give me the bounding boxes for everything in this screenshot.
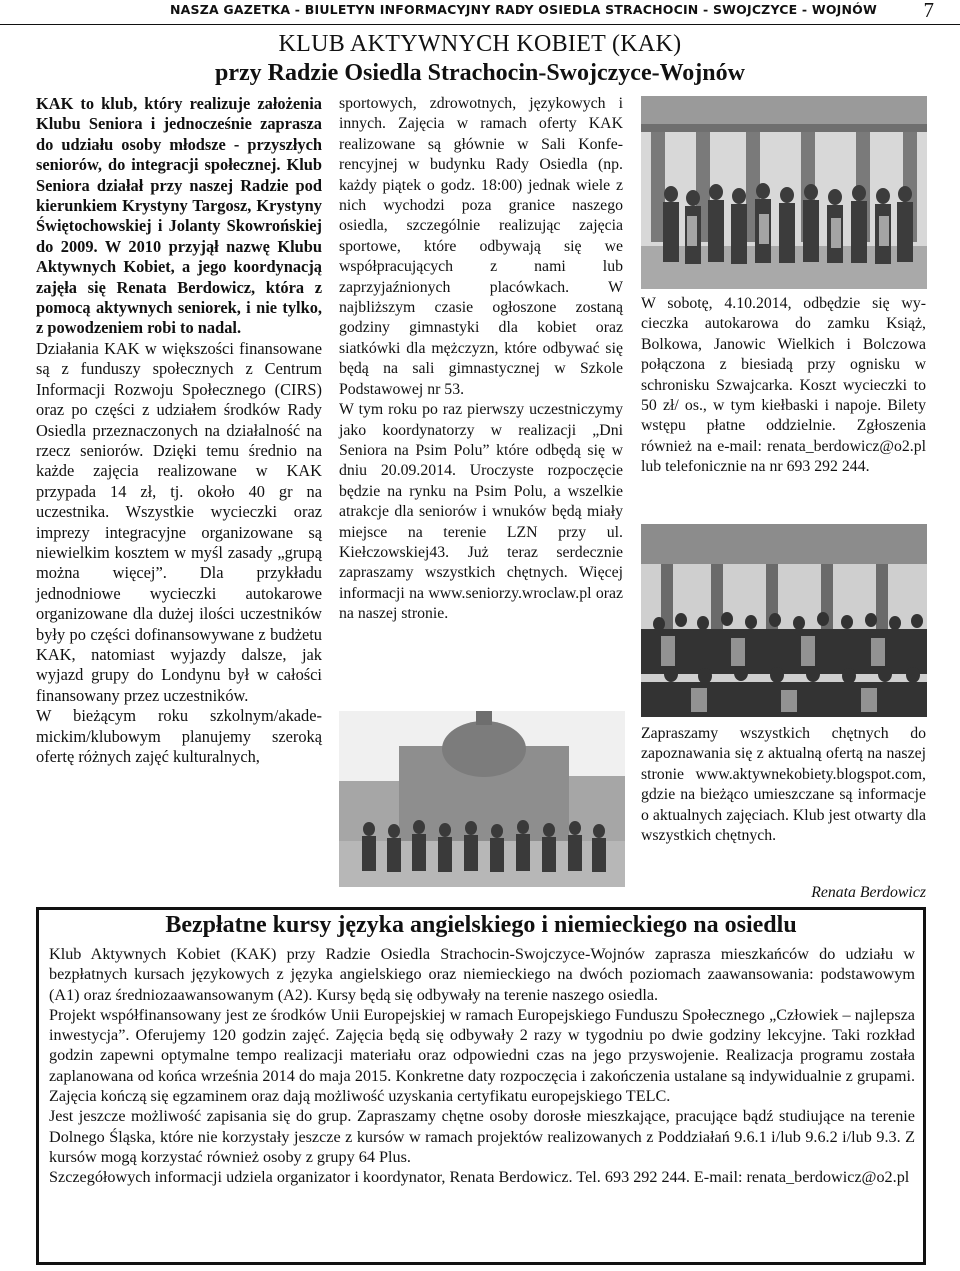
running-head: NASZA GAZETKA - BIULETYN INFORMACYJNY RADY OSIEDLA STRACHOCIN - SWOJCZYCE - WOJNÓW: [170, 2, 878, 17]
article-column-3-bottom: [641, 724, 926, 846]
notice-title: Bezpłatne kursy języka angielskiego i niemieckiego na osiedlu: [165, 912, 797, 938]
article-paragraph: W bieżącym roku szkolnym/akademickim/klubowym planujemy szeroką ofertę różnych zajęć kulturalnych,: [36, 706, 322, 766]
article-lead: KAK to klub, który realizuje założenia Klubu Seniora i jednocześnie zaprasza do udziału osoby młodsze - przyszłych seniorów, do integracji społecznej. Klub Seniora działał przy naszej Radzie pod kierunkiem Krystyny Targosz, Krystyny Świętochowskiej i Jolanty Skowrońskiej do 2009. W 2010 przyjął nazwę Klubu Aktywnych Kobiet, a jego koordynacją zajęła się Renata Berdowicz, która z pomocą aktywnych seniorek, i nie tylko, z powodzeniem robi to nadal.: [36, 94, 322, 338]
article-column-2: [339, 94, 623, 625]
group-photo-church: [339, 711, 625, 887]
article-paragraph: Zapraszamy wszystkich chętnych do zapoznawania się z aktualną ofertą na naszej stronie www.aktywnekobiety.blogspot.com, gdzie na bieżąco umieszczane są informacje o aktualnych zajęciach. Klub jest otwarty dla wszystkich chętnych.: [641, 725, 926, 845]
header-bar: [0, 0, 960, 25]
notice-paragraph: Jest jeszcze możliwość zapisania się do grup. Zapraszamy chętne osoby dorosłe mieszkające, pracujące bądź studiujące na terenie Dolnego Śląska, które nie korzystały jeszcze z kursów w ramach projektów realizowanych z Poddziałań 9.6.1 i/lub 9.6.2 i/lub 9.3. Z kursów mogą korzystać również osoby z grupy 64 Plus.: [49, 1107, 915, 1166]
group-photo-gate: [641, 96, 927, 289]
article-paragraph: Działania KAK w większości finansowane są z funduszy społecznych z Centrum Informacji Rozwoju Społecznego (CIRS) oraz po części z udziałem środków Rady Osiedla przeznaczonych na działalność na rzecz seniorów. Dzięki temu średnio na każde zajęcia realizowane w KAK przypada 14 zł, tj. około 40 gr na uczestnika. Wszystkie wycieczki oraz imprezy integracyjne organizowane są niewielkim kosztem w myśl zasady „grupą można więcej”. Dla przykładu jednodniowe wycieczki autokarowe organizowane dla dużej ilości uczestników były po części dofinansowywane z budżetu KAK, natomiast wyjazdy dalsze, jak wyjazd grupy do Londynu był w całości finansowany przez uczestników.: [36, 338, 322, 705]
article-paragraph: sportowych, zdrowotnych, językowych i innych. Zajęcia w ramach oferty KAK realizowane są głównie w Sali Konferencyjnej w budynku Rady Osiedla (np. każdy piątek o godz. 18:00) jednak wiele z nich wychodzi poza granice naszego osiedla, szczególnie realizując zajęcia sportowe, które odbywają się we współpracujących z nami lub zaprzyjaźnionych placówkach. W najbliższym czasie ogłoszone zostaną godziny gimnastyki dla kobiet oraz siatkówki dla mężczyzn, które odbywać się będą na sali gimnastycznej w Szkole Podstawowej nr 53.: [339, 95, 623, 398]
author-signature: Renata Berdowicz: [811, 884, 926, 901]
article-column-3: [641, 294, 926, 478]
article-paragraph: W tym roku po raz pierwszy uczestniczymy jako koordynatorzy w realizacji „Dni Seniora na Psim Polu” które odbędą się w dniu 20.09.2014. Uroczyste rozpoczęcie będzie na rynku na Psim Polu, a wszelkie atrakcje dla seniorów i wnuków będą miały miejsce na terenie LZN przy ul. Kiełczowskiej43. Już teraz serdecznie zapraszamy wszystkich chętnych. Więcej informacji na www.seniorzy.wroclaw.pl oraz na naszej stronie.: [339, 401, 623, 623]
notice-body: [49, 944, 915, 1188]
page-number: 7: [923, 0, 934, 22]
notice-paragraph: Projekt współfinansowany jest ze środków Unii Europejskiej w ramach Europejskiego Funduszu Społecznego „Człowiek – najlepsza inwestycja”. Oferujemy 120 godzin zajęć. Zajęcia będą się odbywały 2 razy w tygodniu po dwie godziny lekcyjne. Taki rozkład godzin zapewni optymalne tempo realizacji materiału oraz odpowiedni czas na jego przyswojenie. Realizacja programu została zaplanowana od końca września 2014 do maja 2015. Konkretne daty rozpoczęcia i zakończenia ustalane są indywidualnie z grupami. Zajęcia kończą się egzaminem oraz dają możliwość uzyskania certyfikatu europejskiego TELC.: [49, 1005, 915, 1106]
notice-paragraph: Klub Aktywnych Kobiet (KAK) przy Radzie Osiedla Strachocin-Swojczyce-Wojnów zaprasza mieszkańców do udziału w bezpłatnych kursach językowych z języka angielskiego oraz niemieckiego na dwóch poziomach zaawansowania: podstawowym (A1) oraz średniozaawansowanym (A2). Kursy będą się odbywały na terenie naszego osiedla.: [49, 945, 915, 1004]
article-subtitle: przy Radzie Osiedla Strachocin-Swojczyce-Wojnów: [215, 60, 745, 86]
group-photo-steps: [641, 524, 927, 717]
article-column-1: [36, 94, 322, 767]
language-courses-notice: [36, 907, 926, 1265]
notice-paragraph: Szczegółowych informacji udziela organizator i koordynator, Renata Berdowicz. Tel. 693 292 244. E-mail: renata_berdowicz@o2.pl: [49, 1168, 910, 1187]
article-paragraph: W sobotę, 4.10.2014, odbędzie się wycieczka autokarowa do zamku Książ, Bolkowa, Janowic Wielkich i Bolczowa połączona z biesiadą przy ognisku w schronisku Szwajcarka. Koszt wycieczki to 50 zł/ os., w tym kiełbaski i napoje. Bilety wstępu płatne oddzielnie. Zgłoszenia również na e-mail: renata_berdowicz@o2.pl lub telefonicznie na nr 693 292 244.: [641, 295, 926, 476]
article-title: KLUB AKTYWNYCH KOBIET (KAK): [278, 31, 682, 57]
